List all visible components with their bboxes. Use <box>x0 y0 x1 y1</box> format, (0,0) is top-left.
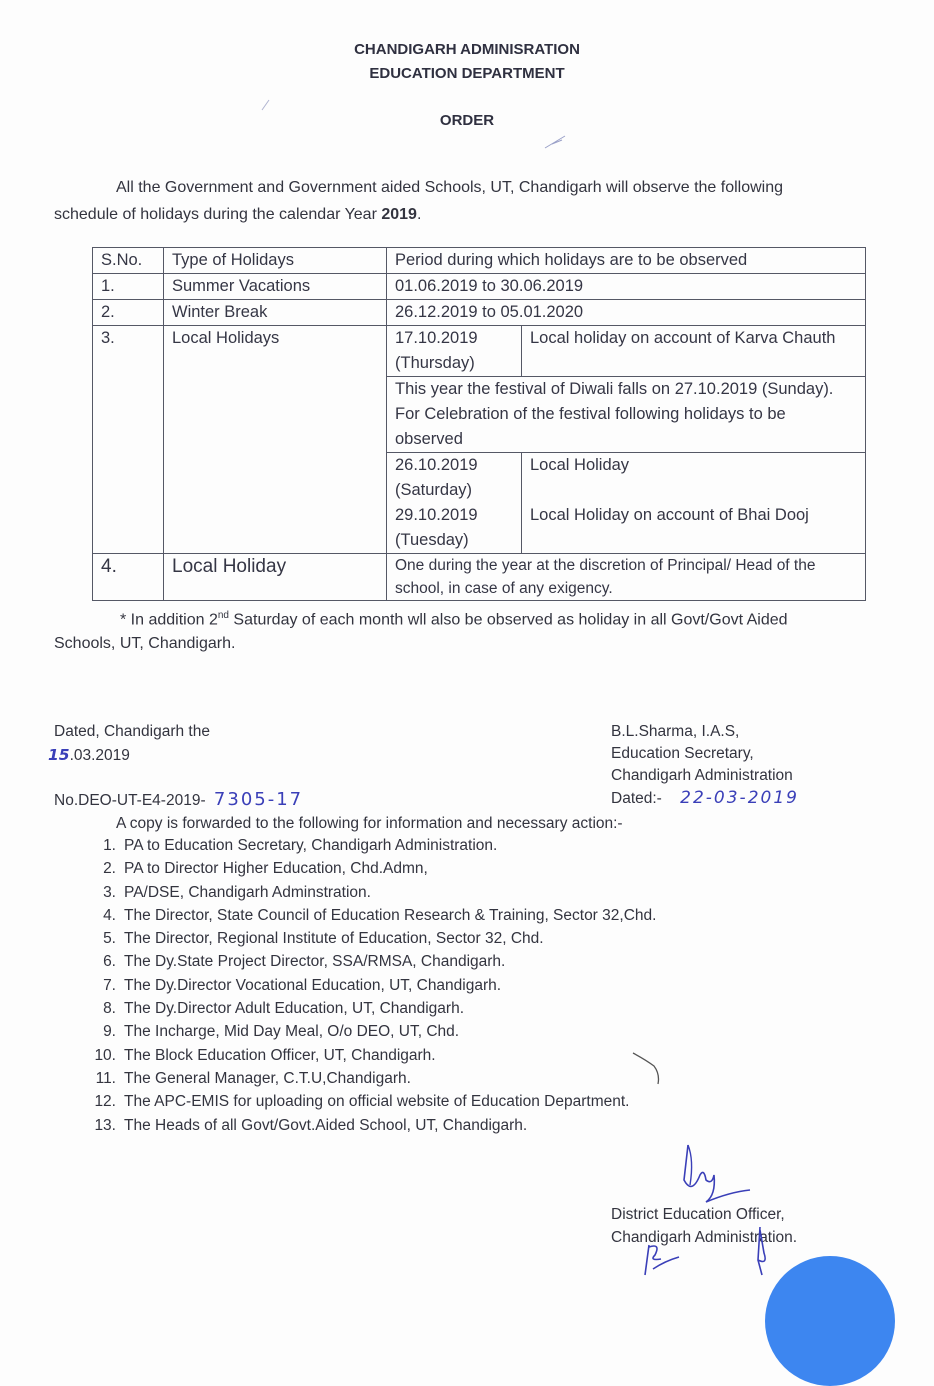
table-row <box>93 300 866 326</box>
list-item-number: 10. <box>94 1046 116 1064</box>
list-item <box>84 950 656 973</box>
list-item-number: 13. <box>94 1116 116 1134</box>
intro-period: . <box>416 206 422 223</box>
list-item-text: The Dy.State Project Director, SSA/RMSA, Chandigarh. <box>124 953 506 971</box>
diwali-note: This year the festival of Diwali falls on 27.10.2019 (Sunday). For Celebration of the festival following holidays to be observed <box>387 377 866 453</box>
list-item <box>84 997 656 1020</box>
list-item-text: The General Manager, C.T.U,Chandigarh. <box>124 1069 411 1087</box>
list-item-number: 9. <box>103 1023 116 1041</box>
tick-mark <box>628 1048 668 1088</box>
list-item-number: 11. <box>95 1069 116 1087</box>
signatory-name: B.L.Sharma, I.A.S, <box>611 723 740 740</box>
d2-desc: Local Holiday on account of Bhai Dooj <box>530 506 809 524</box>
row-sno: 1. <box>93 274 164 300</box>
dated-label: Dated:- <box>611 790 662 807</box>
list-item-text: PA to Education Secretary, Chandigarh Administration. <box>124 837 498 854</box>
list-item-text: PA to Director Higher Education, Chd.Admn, <box>124 860 428 878</box>
list-item <box>84 1090 656 1113</box>
initials-mark <box>635 1225 685 1280</box>
list-item <box>84 927 656 950</box>
d1-date: 26.10.2019 <box>395 456 478 474</box>
header-sno: S.No. <box>93 248 164 274</box>
footnote-rest: Saturday of each month wll also be observed as holiday in all Govt/Govt Aided <box>228 611 788 629</box>
d2-day: (Tuesday) <box>395 531 469 549</box>
list-item-number: 4. <box>103 906 116 924</box>
list-item-text: PA/DSE, Chandigarh Adminstration. <box>124 883 371 901</box>
list-item-number: 12. <box>94 1093 116 1111</box>
karva-date: 17.10.2019 <box>395 329 478 347</box>
list-item-text: The Director, Regional Institute of Education, Sector 32, Chd. <box>124 930 544 948</box>
footnote-superscript: nd <box>217 610 229 621</box>
d1-desc: Local Holiday <box>530 456 630 474</box>
list-item <box>84 857 656 880</box>
list-item <box>84 1114 656 1137</box>
signatory-dated <box>611 787 799 810</box>
table-row <box>93 326 866 377</box>
handwritten-day: 15 <box>48 746 70 764</box>
footnote-line-1 <box>120 603 788 633</box>
handwritten-order-number: 7305-17 <box>213 789 304 810</box>
table-header-row <box>93 248 866 274</box>
row-type: Local Holiday <box>164 554 387 601</box>
department-heading: CHANDIGARH ADMINISRATION <box>354 41 580 58</box>
list-item-text: The Director, State Council of Education Research & Training, Sector 32,Chd. <box>124 906 657 924</box>
row-period: One during the year at the discretion of Principal/ Head of the school, in case of any exigency. <box>387 554 866 601</box>
date-rest: .03.2019 <box>69 747 130 764</box>
list-item-text: The Block Education Officer, UT, Chandigarh. <box>124 1046 436 1064</box>
list-item <box>84 834 656 857</box>
list-item <box>84 881 656 904</box>
list-item-number: 8. <box>103 1000 116 1018</box>
diwali-dates-cell <box>387 453 522 554</box>
list-item-number: 5. <box>103 930 116 948</box>
header-period: Period during which holidays are to be observed <box>387 248 866 274</box>
header-type: Type of Holidays <box>164 248 387 274</box>
holiday-schedule-table <box>92 247 866 601</box>
table-row <box>93 554 866 601</box>
order-number-label: No.DEO-UT-E4-2019- <box>54 792 206 809</box>
list-item-number: 3. <box>103 883 116 901</box>
karva-day: (Thursday) <box>395 354 475 372</box>
row-type: Local Holidays <box>164 326 387 554</box>
initials-mark <box>750 1225 780 1280</box>
list-item-text: The Dy.Director Adult Education, UT, Chandigarh. <box>124 1000 465 1018</box>
signatory-designation: Education Secretary, <box>611 745 754 762</box>
dated-date <box>48 744 130 767</box>
list-item <box>84 974 656 997</box>
row-type: Winter Break <box>164 300 387 326</box>
stray-pen-mark <box>260 98 272 112</box>
row-period: 01.06.2019 to 30.06.2019 <box>387 274 866 300</box>
diwali-desc-cell <box>522 453 866 554</box>
list-item-number: 1. <box>103 837 116 854</box>
list-item-text: The Incharge, Mid Day Meal, O/o DEO, UT, Chd. <box>124 1023 460 1041</box>
list-item-number: 2. <box>103 860 116 878</box>
copy-recipient-list <box>84 834 656 1137</box>
order-number <box>54 789 303 812</box>
signature-mark <box>670 1140 760 1210</box>
row-sno: 2. <box>93 300 164 326</box>
d1-day: (Saturday) <box>395 481 473 499</box>
list-item-number: 7. <box>103 976 116 994</box>
d2-date: 29.10.2019 <box>395 506 478 524</box>
deo-office: Chandigarh Administration. <box>611 1229 798 1246</box>
copy-intro: A copy is forwarded to the following for information and necessary action:- <box>116 815 623 832</box>
footnote-line-2: Schools, UT, Chandigarh. <box>54 635 236 652</box>
list-item <box>84 904 656 927</box>
intro-year: 2019 <box>381 206 417 223</box>
table-row <box>93 274 866 300</box>
department-subheading: EDUCATION DEPARTMENT <box>369 65 565 82</box>
intro-line-2 <box>54 202 421 228</box>
intro-line-1: All the Government and Government aided Schools, UT, Chandigarh will observe the following <box>116 179 784 196</box>
intro-text: schedule of holidays during the calendar Year <box>54 206 382 223</box>
list-item-text: The Dy.Director Vocational Education, UT, Chandigarh. <box>124 976 502 994</box>
stray-pen-mark <box>540 130 580 155</box>
deo-designation: District Education Officer, <box>611 1206 785 1223</box>
order-title: ORDER <box>439 112 495 129</box>
list-item <box>84 1020 656 1043</box>
row-sno: 3. <box>93 326 164 554</box>
list-item-text: The Heads of all Govt/Govt.Aided School, UT, Chandigarh. <box>124 1116 528 1134</box>
handwritten-date: 22-03-2019 <box>680 788 799 808</box>
row-type: Summer Vacations <box>164 274 387 300</box>
signatory-office: Chandigarh Administration <box>611 767 793 784</box>
footnote-prefix: * In addition 2 <box>120 611 218 629</box>
karva-desc: Local holiday on account of Karva Chauth <box>522 326 866 377</box>
list-item <box>84 1067 656 1090</box>
karva-date-cell <box>387 326 522 377</box>
list-item-number: 6. <box>103 953 116 971</box>
row-sno: 4. <box>93 554 164 601</box>
list-item-text: The APC-EMIS for uploading on official website of Education Department. <box>124 1093 630 1111</box>
dated-label: Dated, Chandigarh the <box>54 723 210 740</box>
row-period: 26.12.2019 to 05.01.2020 <box>387 300 866 326</box>
blue-circle-overlay <box>765 1256 895 1386</box>
list-item <box>84 1044 656 1067</box>
